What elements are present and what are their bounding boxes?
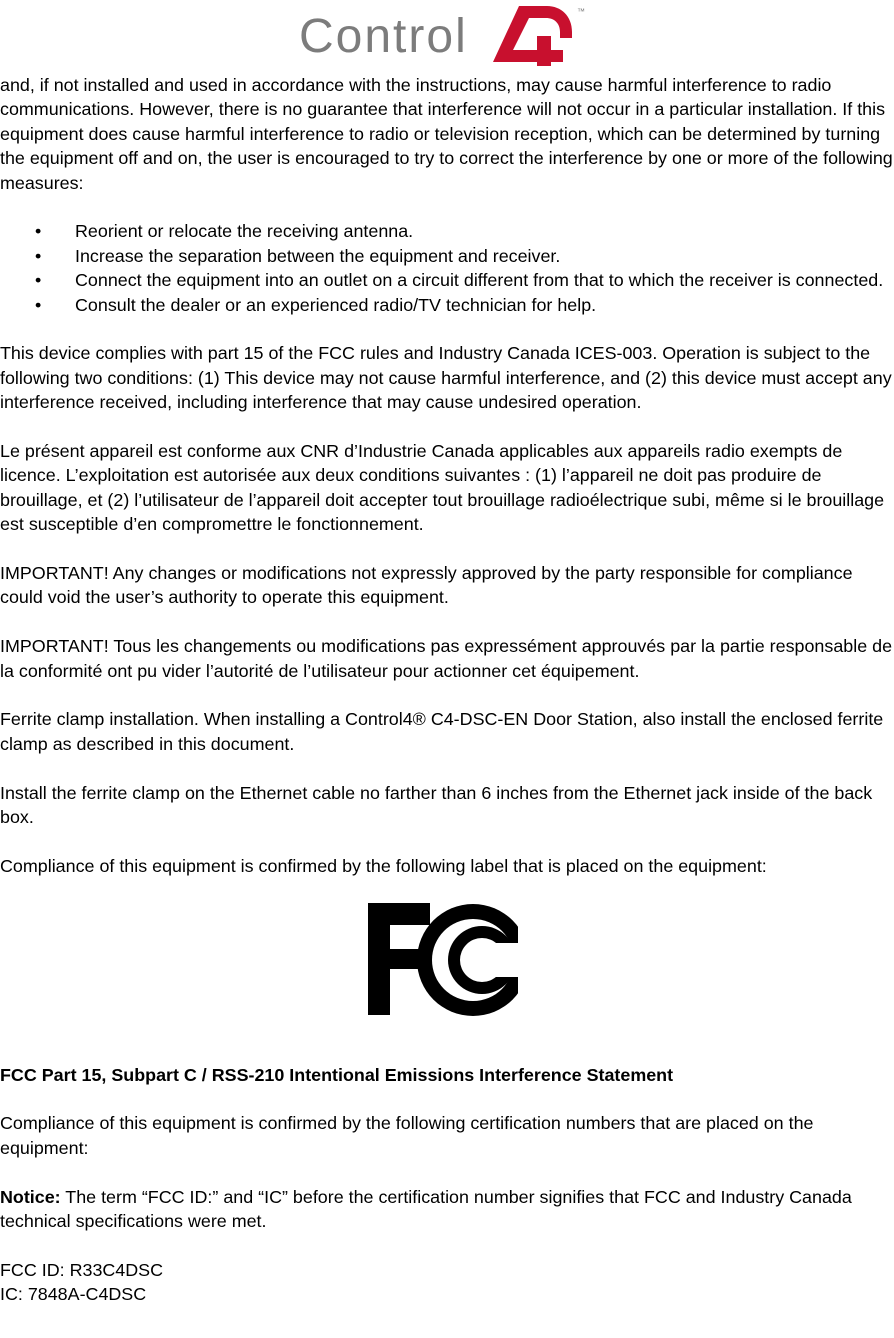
fcc-id: FCC ID: R33C4DSC	[0, 1259, 164, 1280]
control4-logo-graphic	[297, 0, 597, 72]
logo-four-mark	[493, 6, 572, 66]
french-compliance-paragraph: Le présent appareil est conforme aux CNR d’Industrie Canada applicables aux appareils radio exempts de licence. L’exploitation est autorisée aux deux conditions suivantes : (1) l’appareil ne doit pas produire de brouillage, et (2) l’utilisateur de l’appareil doit accepter tout brouillage radioélectrique subi, même si le brouillage est susceptible d’en compromettre le fonctionnement.	[0, 441, 885, 535]
list-item: • Consult the dealer or an experienced radio/TV technician for help.	[0, 293, 894, 317]
bullet-icon: •	[35, 294, 42, 315]
ferrite-installation-paragraph: Ferrite clamp installation. When installing a Control4® C4-DSC-EN Door Station, also install the enclosed ferrite clamp as described in this document.	[0, 709, 884, 754]
bullet-icon: •	[35, 221, 42, 242]
notice-label: Notice:	[0, 1186, 61, 1207]
measures-list	[0, 219, 894, 317]
bullet-icon: •	[35, 245, 42, 266]
important-french-paragraph: IMPORTANT! Tous les changements ou modifications pas expressément approuvés par la partie responsable de la conformité ont pu vider l’autorité de l’utilisateur pour actionner cet équipement.	[0, 636, 893, 681]
important-english-paragraph: IMPORTANT! Any changes or modifications not expressly approved by the party responsible for compliance could void the user’s authority to operate this equipment.	[0, 563, 853, 608]
fcc-logo	[0, 893, 894, 1063]
control4-logo	[0, 0, 894, 72]
list-item: • Connect the equipment into an outlet on a circuit different from that to which the receiver is connected.	[0, 268, 894, 292]
section-heading: FCC Part 15, Subpart C / RSS-210 Intentional Emissions Interference Statement	[0, 1064, 674, 1085]
svg-text:™: ™	[577, 7, 585, 16]
list-item: • Reorient or relocate the receiving antenna.	[0, 219, 894, 243]
certification-compliance-paragraph: Compliance of this equipment is confirmed by the following certification numbers that are placed on the equipment:	[0, 1113, 814, 1158]
intro-paragraph: and, if not installed and used in accordance with the instructions, may cause harmful interference to radio communications. However, there is no guarantee that interference will not occur in a particular installation. If this equipment does cause harmful interference to radio or television reception, which can be determined by turning the equipment off and on, the user is encouraged to try to correct the interference by one or more of the following measures:	[0, 75, 893, 193]
list-item: • Increase the separation between the equipment and receiver.	[0, 244, 894, 268]
fcc-logo-graphic	[368, 903, 533, 1018]
ic-id: IC: 7848A-C4DSC	[0, 1284, 147, 1305]
document-body	[0, 73, 894, 1307]
svg-text:Control: Control	[299, 10, 468, 63]
bullet-icon: •	[35, 270, 42, 291]
fcc-compliance-paragraph: This device complies with part 15 of the FCC rules and Industry Canada ICES-003. Operation is subject to the following two conditions: (1) This device may not cause harmful interference, and (2) this device must accept any interference received, including interference that may cause undesired operation.	[0, 343, 892, 413]
label-compliance-paragraph: Compliance of this equipment is confirmed by the following label that is placed on the equipment:	[0, 855, 767, 876]
ferrite-placement-paragraph: Install the ferrite clamp on the Ethernet cable no farther than 6 inches from the Ethernet jack inside of the back box.	[0, 782, 873, 828]
notice-paragraph	[0, 1185, 894, 1234]
notice-text: The term “FCC ID:” and “IC” before the certification number signifies that FCC and Industry Canada technical specifications were met.	[0, 1186, 852, 1232]
